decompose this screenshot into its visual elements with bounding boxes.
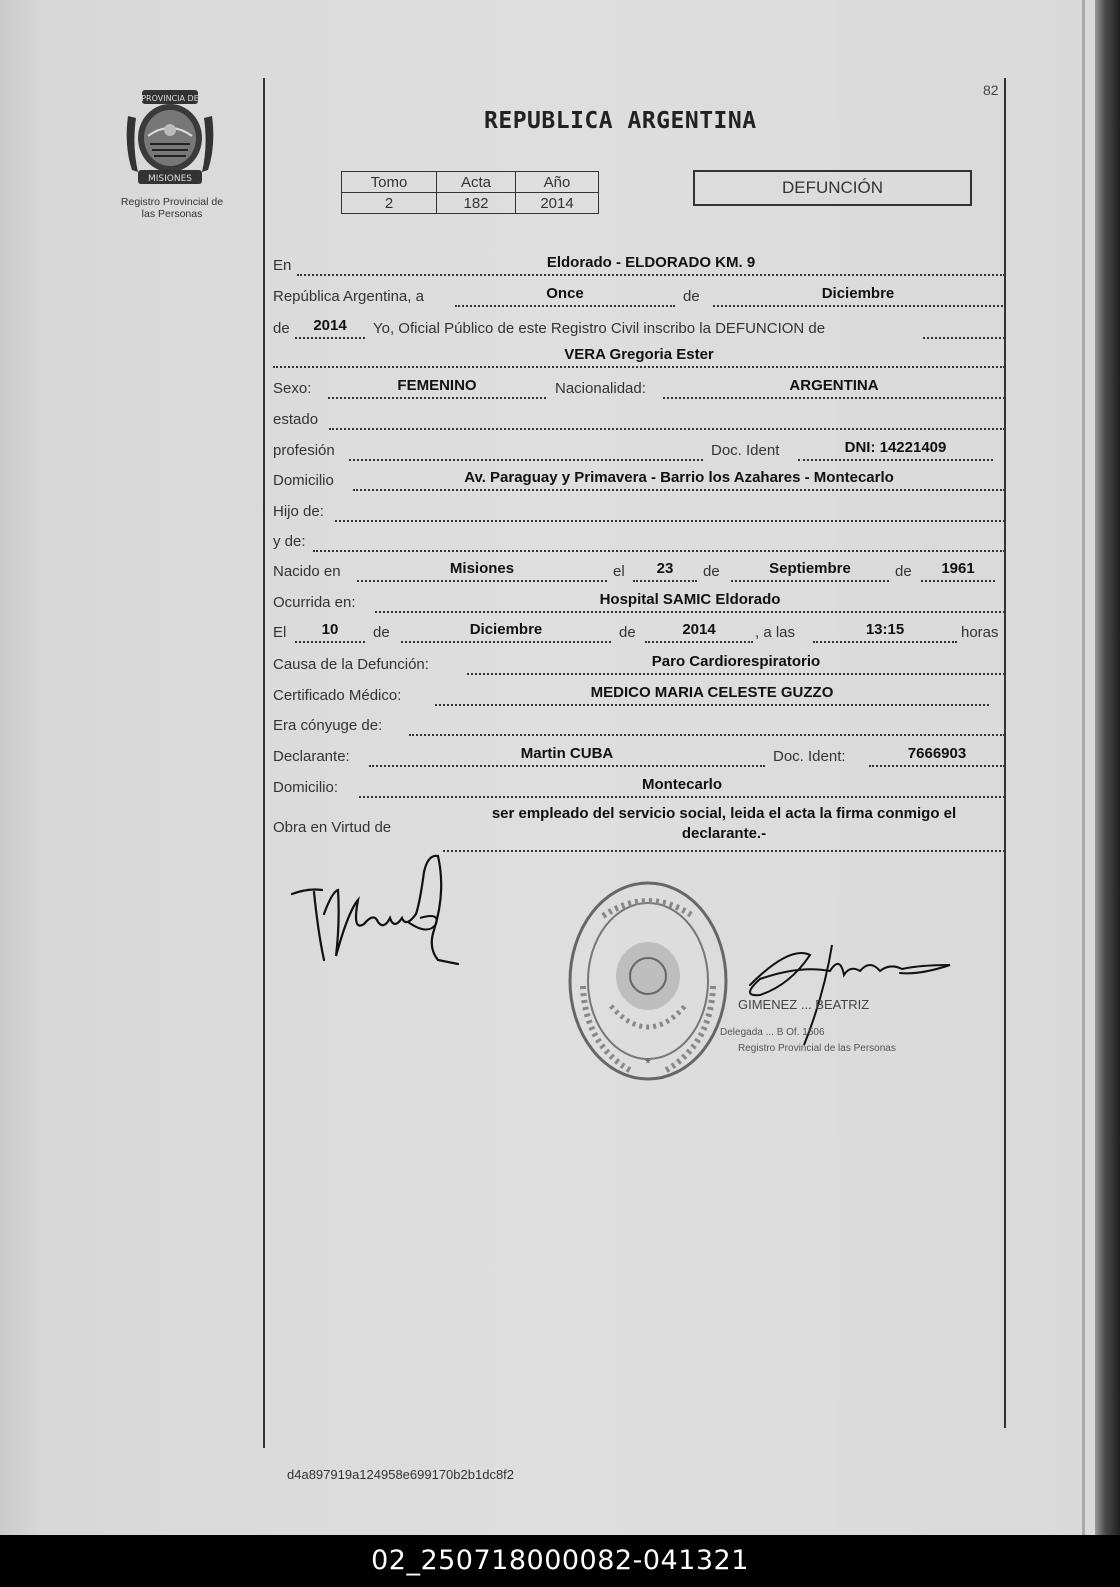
doc-ident-label: Doc. Ident xyxy=(711,442,780,459)
nombre-field xyxy=(273,340,1005,368)
row-fecha-inscripcion xyxy=(273,281,1005,307)
doc-ident-value: DNI: 14221409 xyxy=(844,439,947,456)
page-edge-shadow xyxy=(1095,0,1120,1535)
decl-domicilio-label: Domicilio: xyxy=(273,779,339,796)
nacionalidad-field xyxy=(663,371,1005,399)
official-seal xyxy=(563,876,733,1086)
nac-mes-value: Septiembre xyxy=(769,560,851,577)
anio-value: 2014 xyxy=(516,193,599,214)
domicilio-field xyxy=(353,463,1005,491)
row-inscribo xyxy=(273,313,1005,339)
row-obra xyxy=(273,805,1005,842)
declarante-field xyxy=(369,739,765,767)
nac-de1-label: de xyxy=(703,563,720,580)
row-profesion xyxy=(273,435,1005,461)
logo-top-text: PROVINCIA DE xyxy=(141,94,199,103)
certificado-field xyxy=(435,678,989,706)
def-anio-field xyxy=(645,615,753,643)
logo-bottom-text: MISIONES xyxy=(147,174,193,184)
decl-doc-value: 7666903 xyxy=(907,745,967,762)
obra-field xyxy=(443,804,1005,852)
row-domicilio xyxy=(273,465,1005,491)
hora-field xyxy=(813,615,957,643)
registry-table xyxy=(341,171,599,214)
sexo-field xyxy=(328,371,546,399)
republica-label: República Argentina, a xyxy=(273,288,424,305)
officer-signature-stamp xyxy=(720,935,1000,1075)
row-decl-domicilio xyxy=(273,772,1005,798)
row-ocurrida xyxy=(273,587,1005,613)
causa-label: Causa de la Defunción: xyxy=(273,656,429,673)
acta-header: Acta xyxy=(437,172,516,193)
obra-label: Obra en Virtud de xyxy=(273,819,392,836)
row-nombre xyxy=(273,342,1005,368)
estado-label: estado xyxy=(273,411,319,428)
conyuge-field xyxy=(409,708,1005,736)
declarante-value: Martin CUBA xyxy=(520,745,614,762)
nac-mes-field xyxy=(731,554,889,582)
row-fecha-defuncion xyxy=(273,617,1005,643)
nac-el-label: el xyxy=(613,563,625,580)
conyuge-label: Era cónyuge de: xyxy=(273,717,383,734)
inscribo-trailing-field xyxy=(923,311,1005,339)
mes-value: Diciembre xyxy=(821,285,895,302)
page-number: 82 xyxy=(983,82,999,98)
en-label: En xyxy=(273,257,292,274)
ocurrida-label: Ocurrida en: xyxy=(273,594,356,611)
de2-label: de xyxy=(273,320,290,337)
doc-ident-field xyxy=(798,433,993,461)
nacionalidad-label: Nacionalidad: xyxy=(555,380,646,397)
nombre-value: VERA Gregoria Ester xyxy=(564,346,714,363)
def-mes-field xyxy=(401,615,611,643)
nac-anio-field xyxy=(921,554,995,582)
ocurrida-field xyxy=(375,585,1005,613)
sexo-label: Sexo: xyxy=(273,380,312,397)
anio-header: Año xyxy=(516,172,599,193)
nac-dia-field xyxy=(633,554,697,582)
de-label: de xyxy=(683,288,700,305)
row-certificado xyxy=(273,680,1005,706)
hora-value: 13:15 xyxy=(865,621,905,638)
y-de-label: y de: xyxy=(273,533,306,550)
row-en xyxy=(273,250,1005,276)
decl-doc-label: Doc. Ident: xyxy=(773,748,846,765)
nacido-label: Nacido en xyxy=(273,563,341,580)
certificado-value: MEDICO MARIA CELESTE GUZZO xyxy=(590,684,834,701)
dia-value: Once xyxy=(546,285,584,302)
nac-anio-value: 1961 xyxy=(941,560,975,577)
profesion-field xyxy=(349,433,703,461)
document-type-box: DEFUNCIÓN xyxy=(693,170,972,206)
document-hash: d4a897919a124958e699170b2b1dc8f2 xyxy=(287,1467,515,1482)
obra-line-2: declarante.- xyxy=(681,825,767,842)
row-sexo xyxy=(273,373,1005,399)
row-conyuge xyxy=(273,710,1005,736)
row-estado xyxy=(273,404,1005,430)
mes-field xyxy=(713,279,1003,307)
tomo-header: Tomo xyxy=(342,172,437,193)
anio-field xyxy=(295,311,365,339)
domicilio-value: Av. Paraguay y Primavera - Barrio los Azahares - Montecarlo xyxy=(464,469,894,486)
causa-value: Paro Cardiorespiratorio xyxy=(651,653,821,670)
row-nacido xyxy=(273,556,1005,582)
decl-domicilio-value: Montecarlo xyxy=(641,776,722,793)
anio-inscripcion-value: 2014 xyxy=(313,317,347,334)
stamp-line-1: GIMENEZ ... BEATRIZ xyxy=(738,997,870,1012)
certificado-label: Certificado Médico: xyxy=(273,687,402,704)
domicilio-label: Domicilio xyxy=(273,472,334,489)
def-de2-label: de xyxy=(619,624,636,641)
causa-field xyxy=(467,647,1005,675)
stamp-line-2: Delegada ... B Of. 1506 xyxy=(720,1027,825,1038)
def-de1-label: de xyxy=(373,624,390,641)
document-title: REPUBLICA ARGENTINA xyxy=(484,108,757,134)
estado-field xyxy=(329,402,1005,430)
row-y-de xyxy=(273,526,1005,552)
row-hijo xyxy=(273,496,1005,522)
sexo-value: FEMENINO xyxy=(397,377,477,394)
row-declarante xyxy=(273,741,1005,767)
logo-caption-line-2: las Personas xyxy=(141,208,203,220)
alas-label: , a las xyxy=(755,624,796,641)
inscribo-label: Yo, Oficial Público de este Registro Civil inscribo la DEFUNCION de xyxy=(373,320,826,337)
hijo-field xyxy=(335,494,1005,522)
en-value: Eldorado - ELDORADO KM. 9 xyxy=(546,254,756,271)
def-mes-value: Diciembre xyxy=(469,621,543,638)
nac-de2-label: de xyxy=(895,563,912,580)
decl-doc-field xyxy=(869,739,1005,767)
ocurrida-value: Hospital SAMIC Eldorado xyxy=(599,591,781,608)
stamp-line-3: Registro Provincial de las Personas xyxy=(738,1043,896,1054)
decl-domicilio-field xyxy=(359,770,1005,798)
El-label: El xyxy=(273,624,287,641)
row-causa xyxy=(273,649,1005,675)
svg-text:*: * xyxy=(645,1055,651,1071)
obra-line-1: ser empleado del servicio social, leida el acta la firma conmigo el xyxy=(491,805,957,822)
nacido-en-field xyxy=(357,554,607,582)
tomo-value: 2 xyxy=(342,193,437,214)
en-field xyxy=(297,248,1005,276)
logo-caption-line-1: Registro Provincial de xyxy=(120,196,224,208)
nacionalidad-value: ARGENTINA xyxy=(789,377,879,394)
acta-value: 182 xyxy=(437,193,516,214)
nacido-en-value: Misiones xyxy=(449,560,515,577)
left-margin-line xyxy=(263,78,265,1448)
horas-label: horas xyxy=(961,624,999,641)
province-coat-of-arms-logo xyxy=(120,86,220,190)
logo-caption xyxy=(104,196,240,220)
y-de-field xyxy=(313,524,1005,552)
def-dia-value: 10 xyxy=(321,621,339,638)
dia-field xyxy=(455,279,675,307)
hijo-label: Hijo de: xyxy=(273,503,324,520)
page-fold-line xyxy=(1082,0,1085,1535)
nac-dia-value: 23 xyxy=(656,560,674,577)
profesion-label: profesión xyxy=(273,442,335,459)
declarant-signature xyxy=(288,852,473,982)
def-dia-field xyxy=(295,615,365,643)
def-anio-value: 2014 xyxy=(682,621,716,638)
scan-id-bar: 02_250718000082-041321 xyxy=(0,1535,1120,1587)
declarante-label: Declarante: xyxy=(273,748,350,765)
